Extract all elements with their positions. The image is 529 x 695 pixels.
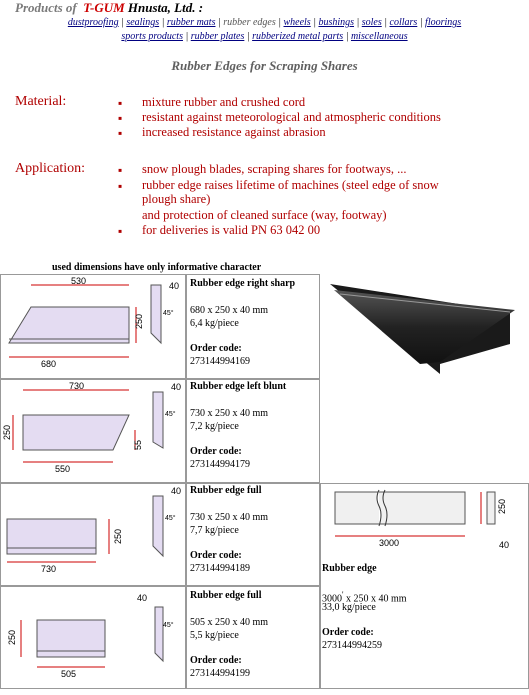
bullet-icon: ▪ — [118, 96, 123, 110]
product-dimensions: 730 x 250 x 40 mm — [190, 512, 269, 523]
info-cell — [186, 483, 320, 586]
profile-outline — [151, 285, 161, 343]
page-header — [15, 0, 203, 16]
info-cell — [186, 379, 320, 483]
order-code: 273144994169 — [190, 356, 250, 367]
photo-cell — [320, 274, 529, 379]
nav-row-2: sports products | rubber plates | rubberized metal parts | miscellaneous — [121, 31, 408, 42]
application-item: and protection of cleaned surface (way, footway) — [142, 208, 387, 222]
product-name: Rubber edge right sharp — [190, 278, 296, 289]
profile-outline — [155, 607, 163, 661]
info-cell — [186, 586, 320, 689]
order-code-label: Order code: — [190, 446, 242, 457]
drawing-long-edge — [321, 484, 529, 564]
dim-thickness: 40 — [171, 382, 182, 392]
product-name: Rubber edge left blunt — [190, 381, 287, 392]
dim-bottom: 730 — [41, 564, 57, 574]
product-name: Rubber edge full — [190, 485, 262, 496]
product-dimensions: 505 x 250 x 40 mm — [190, 617, 269, 628]
nav-link-soles[interactable]: soles — [361, 17, 382, 28]
dim-angle: 45° — [165, 411, 176, 418]
order-code: 273144994259 — [322, 640, 382, 651]
order-code-label: Order code: — [190, 550, 242, 561]
drawing-right-sharp — [1, 275, 187, 380]
material-item: increased resistance against abrasion — [142, 125, 326, 139]
nav-link-floorings[interactable]: floorings — [425, 17, 462, 28]
dim-top: 730 — [69, 381, 85, 391]
material-item: resistant against meteorological and atmospheric conditions — [142, 110, 441, 124]
dim-angle: 45° — [165, 515, 176, 522]
part-outline — [7, 519, 96, 554]
dim-side: 250 — [113, 528, 123, 544]
dim-angle: 45° — [163, 310, 174, 317]
drawing-full-505 — [1, 587, 187, 690]
dim-small: 55 — [133, 439, 143, 450]
product-length: 3000 — [322, 593, 342, 605]
dim-side: 250 — [2, 424, 12, 440]
order-code-label: Order code: — [190, 343, 242, 354]
dim-bottom: 505 — [61, 669, 77, 679]
rubber-edge-photo — [320, 274, 529, 379]
dimensions-note: used dimensions have only informative character — [52, 262, 262, 273]
nav-link-dustproofing[interactable]: dustproofing — [67, 17, 119, 28]
length-mark: ' — [342, 590, 344, 599]
dim-side: 250 — [134, 313, 144, 329]
header-prefix: Products of — [15, 0, 77, 15]
nav-link-sealings[interactable]: sealings — [126, 17, 160, 28]
product-weight: 33,0 kg/piece — [322, 602, 376, 613]
product-weight: 5,5 kg/piece — [190, 630, 239, 641]
bullet-icon: ▪ — [118, 163, 123, 177]
company-name: Hnusta, Ltd. — [127, 0, 196, 15]
order-code: 273144994179 — [190, 459, 250, 470]
drawing-left-blunt — [1, 380, 187, 484]
part-outline — [335, 492, 465, 524]
product-weight: 7,7 kg/piece — [190, 525, 239, 536]
nav-row-1: dustproofing | sealings | rubber mats | rubber edges | wheels | bushings | soles | collars | floorings — [67, 17, 462, 28]
drawing-cell — [0, 586, 186, 689]
dim-angle: 45° — [163, 622, 174, 629]
order-code-label: Order code: — [322, 627, 374, 638]
dim-thickness: 40 — [137, 593, 148, 603]
nav-link-rubberized-metal-parts[interactable]: rubberized metal parts — [252, 31, 344, 42]
product-dimensions: 680 x 250 x 40 mm — [190, 305, 269, 316]
dim-thickness: 40 — [499, 540, 510, 550]
application-label: Application: — [15, 161, 85, 176]
page-title: Rubber Edges for Scraping Shares — [171, 58, 358, 73]
material-item: mixture rubber and crushed cord — [142, 95, 306, 109]
photo-body — [334, 290, 515, 364]
application-item: snow plough blades, scraping shares for footways, ... — [142, 162, 407, 176]
nav-link-rubber-mats[interactable]: rubber mats — [166, 17, 216, 28]
dim-thickness: 40 — [171, 486, 182, 496]
order-code: 273144994199 — [190, 668, 250, 679]
dim-side: 250 — [7, 629, 17, 645]
dim-side: 250 — [497, 498, 507, 514]
nav-link-wheels[interactable]: wheels — [283, 17, 311, 28]
drawing-cell — [0, 274, 186, 379]
bullet-icon: ▪ — [118, 224, 123, 238]
dim-bottom: 3000 — [379, 538, 400, 548]
part-outline — [23, 415, 129, 450]
product-name: Rubber edge full — [190, 590, 262, 601]
part-outline — [9, 307, 129, 343]
product-name: Rubber edge — [322, 563, 377, 574]
dim-bottom: 550 — [55, 464, 71, 474]
drawing-full-730 — [1, 484, 187, 587]
nav-link-rubber-plates[interactable]: rubber plates — [190, 31, 245, 42]
profile-outline — [153, 392, 163, 448]
nav-link-bushings[interactable]: bushings — [318, 17, 355, 28]
profile-outline — [153, 496, 163, 556]
nav-link-miscellaneous[interactable]: miscellaneous — [350, 31, 408, 42]
header-colon: : — [198, 0, 204, 15]
dim-bottom: 680 — [41, 359, 57, 369]
bullet-icon: ▪ — [118, 126, 123, 140]
product-weight: 6,4 kg/piece — [190, 318, 239, 329]
dim-top: 530 — [71, 276, 87, 286]
product-cell-long — [320, 483, 529, 689]
nav-current-rubber-edges: rubber edges — [223, 17, 276, 28]
order-code: 273144994189 — [190, 563, 250, 574]
info-cell — [186, 274, 320, 379]
nav-link-collars[interactable]: collars — [389, 17, 418, 28]
application-item: for deliveries is valid PN 63 042 00 — [142, 223, 321, 237]
product-weight: 7,2 kg/piece — [190, 421, 239, 432]
application-item: rubber edge raises lifetime of machines (steel edge of snow plough share) — [142, 178, 439, 206]
order-code-label: Order code: — [190, 655, 242, 666]
profile-outline — [487, 492, 495, 524]
nav-link-sports-products[interactable]: sports products — [121, 31, 183, 42]
dim-thickness: 40 — [169, 281, 180, 291]
drawing-cell — [0, 379, 186, 483]
product-dimensions: 730 x 250 x 40 mm — [190, 408, 269, 419]
bullet-icon: ▪ — [118, 111, 123, 125]
material-label: Material: — [15, 94, 67, 109]
brand-name: T-GUM — [83, 0, 125, 15]
product-size: x 250 x 40 mm — [343, 593, 407, 605]
bullet-icon: ▪ — [118, 179, 123, 193]
drawing-cell — [0, 483, 186, 586]
